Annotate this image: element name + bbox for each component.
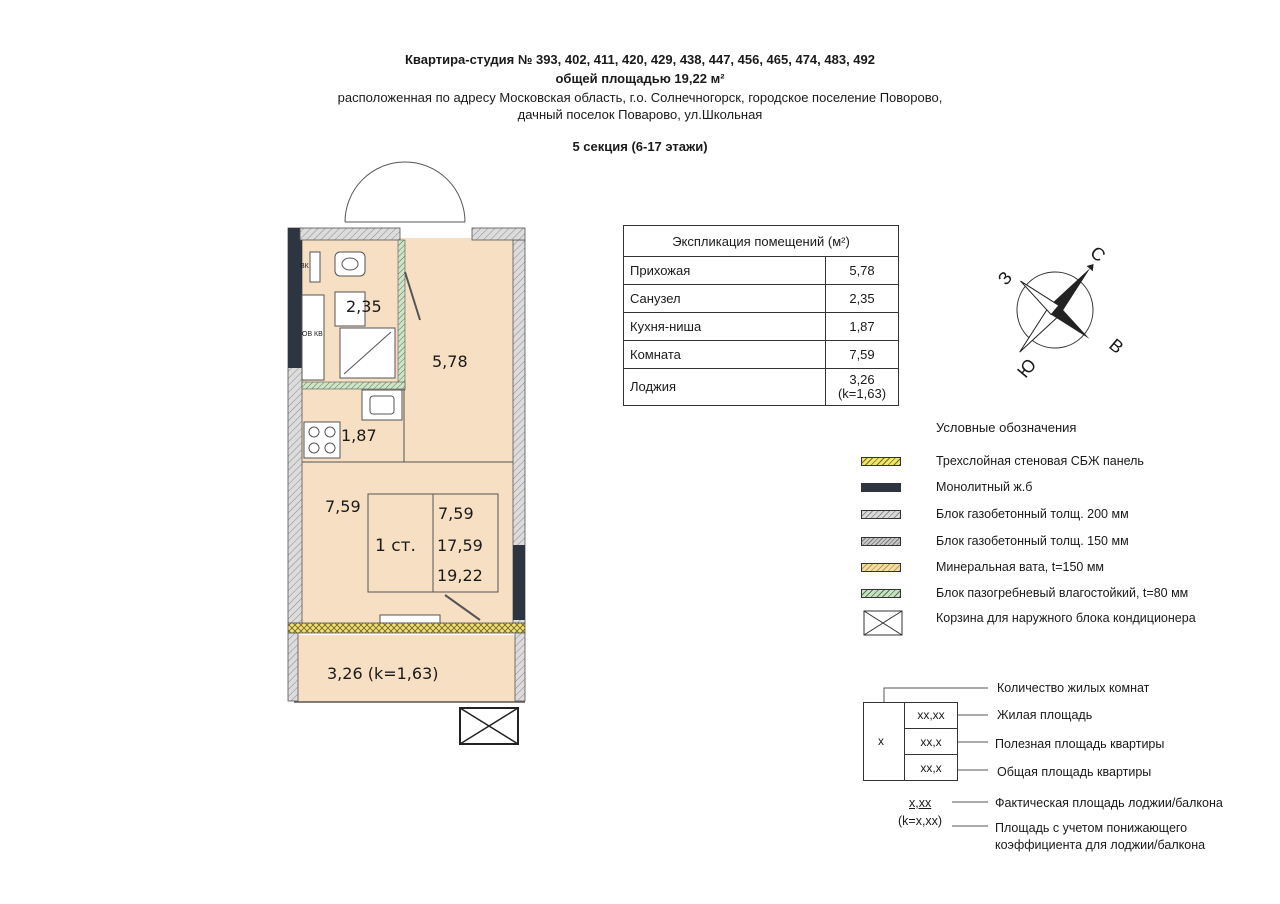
table-row: Прихожая 5,78 [624, 257, 899, 285]
compass-icon [995, 235, 1125, 385]
compass-north: С [1086, 242, 1110, 266]
key-loggia-label: Фактическая площадь лоджии/балкона [995, 796, 1223, 810]
key-cell-living: xx,xx [917, 708, 945, 722]
rooms-count-label: 1 ст. [375, 536, 416, 556]
key-leader-lines [880, 680, 1000, 830]
floor-plan [280, 160, 540, 750]
key-loggia-k-value: (k=x,xx) [898, 814, 943, 828]
section-label: 5 секция (6-17 этажи) [572, 139, 708, 154]
table-row: Санузел 2,35 [624, 285, 899, 313]
key-loggia-k-label-2: коэффициента для лоджии/балкона [995, 838, 1206, 852]
useful-area-value: 17,59 [437, 536, 483, 555]
compass-west: З [993, 267, 1017, 289]
legend-title: Условные обозначения [936, 420, 1077, 435]
address-line-1: расположенная по адресу Московская область, г.о. Солнечногорск, городское поселение Поворово, [337, 90, 943, 105]
sip-panel-swatch [861, 457, 901, 466]
loggia-area-label: 3,26 (k=1,63) [327, 664, 439, 683]
explication-table [623, 225, 899, 406]
table-row: Лоджия 3,26 (k=1,63) [624, 369, 899, 406]
kitchen-area-label: 1,87 [341, 426, 377, 445]
monolith-swatch [861, 483, 901, 492]
ac-basket-icon [863, 610, 903, 636]
room-area-label: 7,59 [325, 497, 361, 516]
key-rooms-symbol: x [878, 734, 884, 748]
living-area-value: 7,59 [438, 504, 474, 523]
vk-label: ВК [300, 263, 309, 270]
tongue-groove-swatch [861, 589, 901, 598]
gasblock-200-swatch [861, 510, 901, 519]
key-cell-useful: xx,x [920, 735, 942, 749]
key-useful-label: Полезная площадь квартиры [995, 737, 1165, 751]
compass-east: В [1105, 334, 1128, 358]
table-row: Кухня-ниша 1,87 [624, 313, 899, 341]
plan-title: Квартира-студия № 393, 402, 411, 420, 429, 438, 447, 456, 465, 474, 483, 492 [404, 52, 875, 67]
hall-area-label: 5,78 [432, 352, 468, 371]
total-area-title: общей площадью 19,22 м² [555, 71, 725, 86]
explication-title: Экспликация помещений (м²) [624, 226, 899, 257]
key-loggia-value: x,xx [909, 796, 932, 810]
bath-area-label: 2,35 [346, 297, 382, 316]
key-cell-total: xx,x [920, 761, 942, 775]
compass-south: Ю [1013, 354, 1041, 382]
table-row: Комната 7,59 [624, 341, 899, 369]
total-area-value: 19,22 [437, 566, 483, 585]
gasblock-150-swatch [861, 537, 901, 546]
key-loggia-k-label-1: Площадь с учетом понижающего [995, 821, 1188, 835]
key-rooms-label: Количество жилых комнат [997, 681, 1150, 695]
mineral-wool-swatch [861, 563, 901, 572]
address-line-2: дачный поселок Поварово, ул.Школьная [517, 107, 763, 122]
key-living-label: Жилая площадь [997, 708, 1093, 722]
key-total-label: Общая площадь квартиры [997, 765, 1152, 779]
ov-label: ОВ КВ [302, 331, 323, 338]
